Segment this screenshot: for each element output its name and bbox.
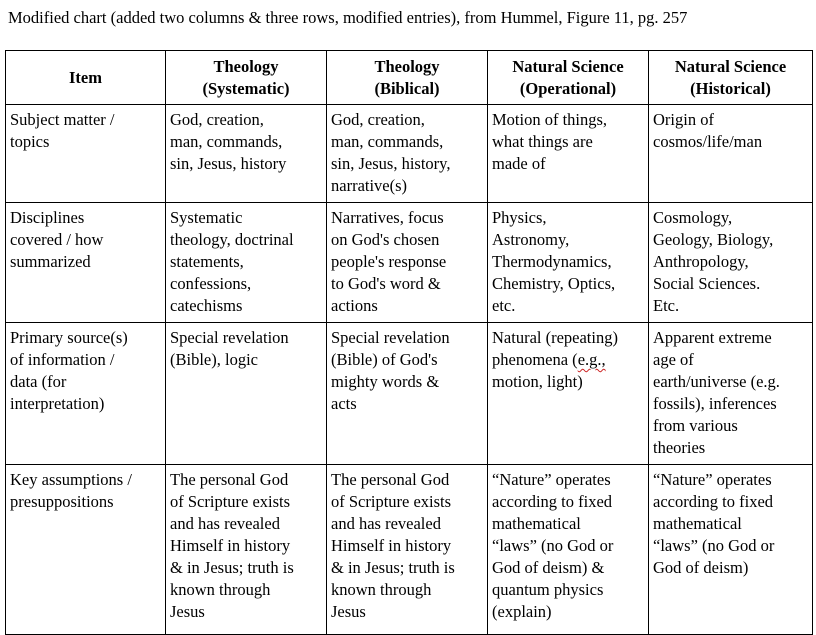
cell-line: catechisms [170,296,243,315]
cell-line: and has revealed [331,514,441,533]
cell-line: man, commands, [170,132,283,151]
table-row [6,203,813,323]
cell-line: Himself in history [331,536,452,555]
cell-line: actions [331,296,378,315]
cell-historical [649,105,813,203]
cell-line: Special revelation [331,328,450,347]
cell-line: known through [331,580,432,599]
cell-line: “Nature” operates [653,470,772,489]
table-row [6,323,813,465]
cell-line: (Bible) of God's [331,350,438,369]
cell-line: interpretation) [10,394,105,413]
cell-line: Cosmology, [653,208,733,227]
table-row [6,465,813,635]
cell-line: phenomena (e.g., [492,350,606,369]
cell-line: quantum physics [492,580,604,599]
cell-operational [488,465,649,635]
cell-line: The personal God [170,470,289,489]
cell-item [6,465,166,635]
header-row [6,51,813,105]
cell-operational [488,105,649,203]
header-theology-biblical [327,51,488,105]
cell-biblical [327,203,488,323]
cell-line: & in Jesus; truth is [331,558,455,577]
cell-line: topics [10,132,50,151]
header-theology-systematic [166,51,327,105]
cell-line: narrative(s) [331,176,408,195]
cell-systematic [166,323,327,465]
cell-line: on God's chosen [331,230,440,249]
cell-line: Himself in history [170,536,291,555]
cell-operational [488,203,649,323]
cell-biblical [327,323,488,465]
cell-line: Jesus [170,602,205,621]
cell-line: known through [170,580,271,599]
cell-line: God of deism) [653,558,749,577]
cell-line: Astronomy, [492,230,570,249]
cell-line: of Scripture exists [331,492,452,511]
cell-line: sin, Jesus, history, [331,154,451,173]
cell-line: man, commands, [331,132,444,151]
cell-line: God, creation, [331,110,425,129]
cell-systematic [166,105,327,203]
cell-line: “laws” (no God or [653,536,775,555]
cell-line: “laws” (no God or [492,536,614,555]
cell-line: theories [653,438,706,457]
cell-line: Etc. [653,296,680,315]
header-line: (Operational) [519,78,617,98]
cell-line: presuppositions [10,492,114,511]
header-item-label: Item [69,67,102,87]
cell-systematic [166,465,327,635]
cell-historical [649,203,813,323]
cell-line: God of deism) & [492,558,605,577]
cell-line: people's response [331,252,447,271]
cell-biblical [327,105,488,203]
cell-line: motion, light) [492,372,583,391]
cell-line: data (for [10,372,67,391]
cell-line: Disciplines [10,208,85,227]
cell-line: according to fixed [653,492,774,511]
cell-line: The personal God [331,470,450,489]
cell-line: Systematic [170,208,243,227]
header-line: Natural Science [512,56,624,76]
comparison-table [5,50,813,635]
cell-line: (explain) [492,602,552,621]
header-line: (Biblical) [374,78,440,98]
cell-line: made of [492,154,546,173]
cell-line: Physics, [492,208,547,227]
cell-line: from various [653,416,738,435]
cell-line: Narratives, focus [331,208,444,227]
cell-historical [649,465,813,635]
cell-line: Key assumptions / [10,470,132,489]
cell-line: age of [653,350,694,369]
cell-line: earth/universe (e.g. [653,372,780,391]
cell-item [6,203,166,323]
cell-line: etc. [492,296,516,315]
cell-line: and has revealed [170,514,280,533]
cell-biblical [327,465,488,635]
cell-line: Geology, Biology, [653,230,774,249]
cell-line: statements, [170,252,244,271]
cell-item [6,105,166,203]
cell-line: (Bible), logic [170,350,258,369]
cell-line: cosmos/life/man [653,132,763,151]
cell-line: Jesus [331,602,366,621]
cell-historical [649,323,813,465]
header-line: (Systematic) [202,78,290,98]
cell-line: summarized [10,252,91,271]
cell-line: mighty words & [331,372,440,391]
cell-line: sin, Jesus, history [170,154,287,173]
cell-line: Apparent extreme [653,328,772,347]
cell-line: covered / how [10,230,104,249]
cell-line: Origin of [653,110,714,129]
header-line: Theology [213,56,279,76]
header-line: Natural Science [674,56,787,76]
cell-operational [488,323,649,465]
cell-line: Chemistry, Optics, [492,274,616,293]
cell-line: mathematical [492,514,581,533]
cell-line: Thermodynamics, [492,252,612,271]
cell-line: Social Sciences. [653,274,761,293]
cell-line: God, creation, [170,110,264,129]
cell-line: Natural (repeating) [492,328,618,347]
cell-line: confessions, [170,274,252,293]
cell-line: according to fixed [492,492,613,511]
cell-item [6,323,166,465]
cell-line: of information / [10,350,115,369]
cell-line: Motion of things, [492,110,608,129]
cell-line: mathematical [653,514,742,533]
cell-line: Anthropology, [653,252,749,271]
cell-line: Primary source(s) [10,328,128,347]
cell-line: what things are [492,132,593,151]
header-natural-science-historical [649,51,813,105]
cell-line: Special revelation [170,328,289,347]
header-natural-science-operational [488,51,649,105]
cell-systematic [166,203,327,323]
cell-line: to God's word & [331,274,441,293]
cell-line: Subject matter / [10,110,115,129]
cell-line: acts [331,394,357,413]
spellcheck-underline: e.g., [577,350,606,369]
chart-caption: Modified chart (added two columns & three rows, modified entries), from Hummel, Figure 11, pg. 257 [8,8,688,27]
header-line: Theology [374,56,440,76]
header-item [6,51,166,105]
cell-line: theology, doctrinal [170,230,294,249]
header-line: (Historical) [690,78,771,98]
cell-line: fossils), inferences [653,394,777,413]
table-row [6,105,813,203]
cell-line: “Nature” operates [492,470,611,489]
cell-line: of Scripture exists [170,492,291,511]
cell-line: & in Jesus; truth is [170,558,294,577]
